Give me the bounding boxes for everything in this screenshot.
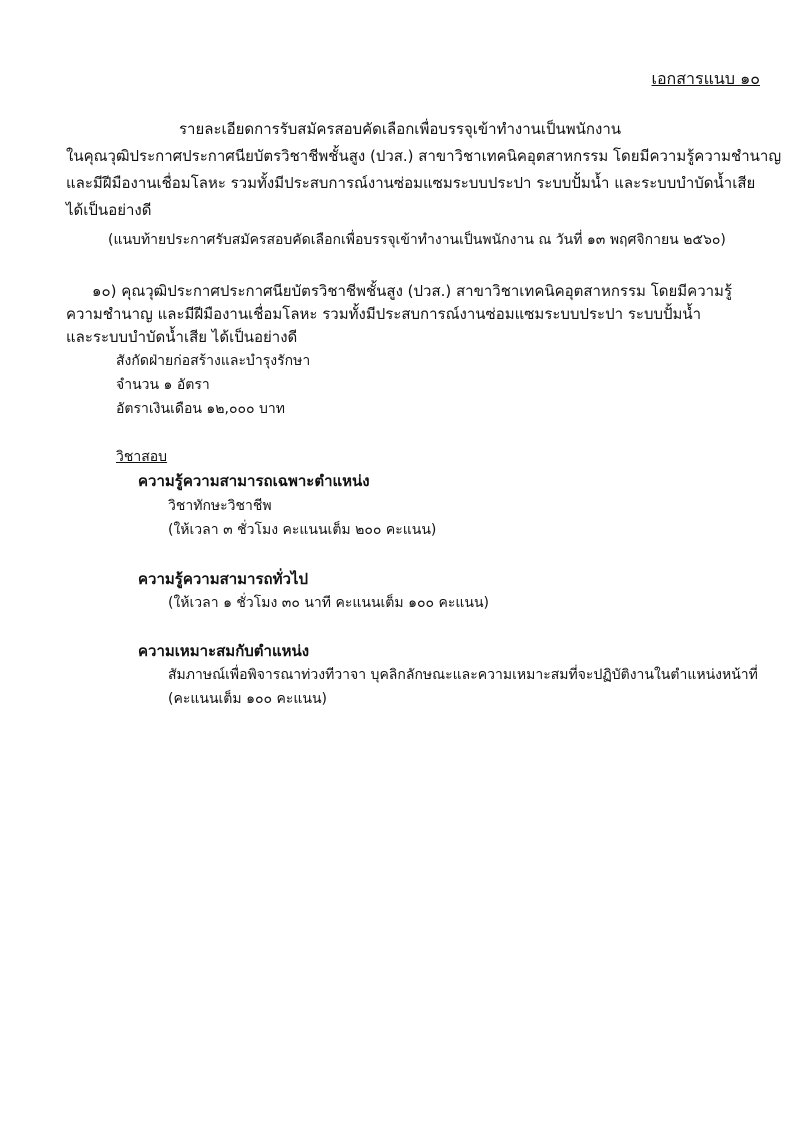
department: สังกัดฝ่ายก่อสร้างและบำรุงรักษา [116, 353, 311, 369]
exam-heading: วิชาสอบ [116, 449, 168, 465]
title-line-4: ได้เป็นอย่างดี [66, 201, 152, 219]
exam-section-1-detail: (ให้เวลา ๓ ชั่วโมง คะแนนเต็ม ๒๐๐ คะแนน) [168, 522, 437, 538]
exam-section-2-detail: (ให้เวลา ๑ ชั่วโมง ๓๐ นาที คะแนนเต็ม ๑๐๐ คะแนน) [168, 595, 490, 611]
salary: อัตราเงินเดือน ๑๒,๐๐๐ บาท [116, 401, 286, 417]
position-line-2: ความชำนาญ และมีฝีมืองานเชื่อมโลหะ รวมทั้งมีประสบการณ์งานซ่อมแซมระบบประปา ระบบปั้มน้ำ [66, 305, 702, 323]
attachment-label: เอกสารแนบ ๑๐ [651, 69, 760, 88]
position-line-1: ๑๐) คุณวุฒิประกาศประกาศนียบัตรวิชาชีพชั้นสูง (ปวส.) สาขาวิชาเทคนิคอุตสาหกรรม โดยมีความรู้ [92, 282, 733, 300]
quota: จำนวน ๑ อัตรา [116, 377, 210, 393]
exam-section-3-detail: (คะแนนเต็ม ๑๐๐ คะแนน) [168, 691, 328, 707]
exam-section-3-subject: สัมภาษณ์เพื่อพิจารณาท่วงทีวาจา บุคลิกลักษณะและความเหมาะสมที่จะปฏิบัติงานในตำแหน่งหน้าที่ [168, 667, 758, 683]
exam-section-3-title: ความเหมาะสมกับตำแหน่ง [138, 642, 310, 660]
title-line-3: และมีฝีมืองานเชื่อมโลหะ รวมทั้งมีประสบการณ์งานซ่อมแซมระบบประปา ระบบปั้มน้ำ และระบบบำบัดน้ำเสีย [66, 174, 756, 192]
title-line-2: ในคุณวุฒิประกาศประกาศนียบัตรวิชาชีพชั้นสูง (ปวส.) สาขาวิชาเทคนิคอุตสาหกรรม โดยมีความรู้ความชำนาญ [66, 147, 782, 165]
position-line-3: และระบบบำบัดน้ำเสีย ได้เป็นอย่างดี [66, 328, 298, 346]
subtitle: (แนบท้ายประกาศรับสมัครสอบคัดเลือกเพื่อบรรจุเข้าทำงานเป็นพนักงาน ณ วันที่ ๑๓ พฤศจิกายน ๒๕๖๐) [108, 232, 726, 248]
exam-section-1-title: ความรู้ความสามารถเฉพาะตำแหน่ง [138, 472, 370, 490]
title-line-1: รายละเอียดการรับสมัครสอบคัดเลือกเพื่อบรรจุเข้าทำงานเป็นพนักงาน [178, 120, 622, 138]
exam-section-1-subject: วิชาทักษะวิชาชีพ [168, 498, 272, 514]
exam-section-2-title: ความรู้ความสามารถทั่วไป [138, 570, 308, 588]
